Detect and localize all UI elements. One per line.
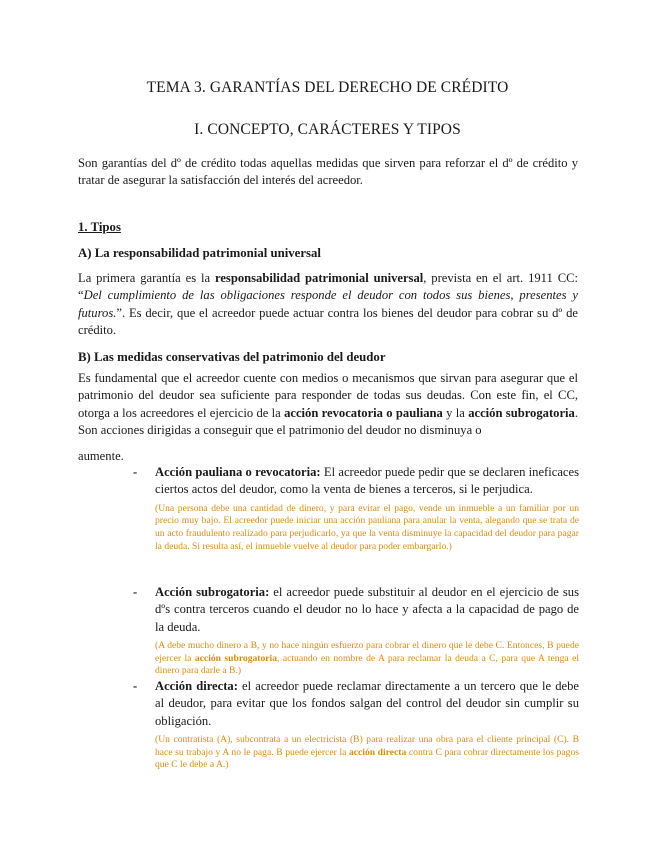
item-description: el acreedor puede reclamar directamente a un tercero que le debe al deudor, para evitar que los fondos salgan del control del deudor sin cumplir su obligación. (155, 679, 580, 728)
item-description: el acreedor puede substituir al deudor en el ejercicio de sus dºs contra terceros cuando el deudor no lo hace y afecta a la capacidad de pago de la deuda. (155, 585, 579, 634)
list-item (133, 678, 579, 772)
dash-bullet: - (133, 679, 138, 693)
paragraph-text: Es fundamental que el acreedor cuente con medios o mecanismos que sirvan para asegurar que el patrimonio del deudor sea suficiente para responder de todas sus deudas. Con este fin, el CC, otorga a los acreedores el ejercicio de la (78, 371, 578, 420)
example-note (155, 734, 579, 772)
paragraph-text: , prevista en el art. 1911 CC: “ (78, 271, 578, 303)
subsection-a-paragraph (78, 270, 578, 340)
item-text (155, 464, 579, 499)
bold-term: acción subrogatoria (468, 405, 575, 420)
example-note: (Una persona debe una cantidad de dinero, y para evitar el pago, vende un inmueble a un familiar por un precio muy bajo. El acreedor puede iniciar una acción pauliana para anular la venta, alegando que se trata de un acto fraudulento realizado para perjudicarlo, ya que la venta disminuye la capacidad del deudor para pagar la deuda. Si resulta así, el inmueble vuelve al deudor para poder embargarlo.) (155, 502, 579, 552)
example-note (155, 640, 579, 678)
paragraph-text: . Son acciones dirigidas a conseguir que el patrimonio del deudor no disminuya o (78, 405, 578, 438)
list-item (133, 584, 579, 678)
subsection-heading-a: A) La responsabilidad patrimonial universal (78, 246, 321, 260)
item-text (155, 678, 579, 730)
section-title: I. CONCEPTO, CARÁCTERES Y TIPOS (194, 121, 461, 138)
paragraph-text: aumente. (78, 448, 124, 463)
subsection-b-paragraph (78, 370, 578, 465)
bold-term: acción revocatoria o pauliana (284, 405, 443, 420)
paragraph-text: La primera garantía es la (78, 271, 215, 285)
dash-bullet: - (133, 465, 138, 479)
item-label: Acción directa: (155, 679, 238, 693)
paragraph-text: ”. Es decir, que el acreedor puede actuar contra los bienes del deudor para cobrar su dº de crédito. (78, 305, 578, 338)
note-bold-term: acción subrogatoria (194, 652, 278, 664)
note-bold-term: acción directa (348, 746, 407, 758)
page-title: TEMA 3. GARANTÍAS DEL DERECHO DE CRÉDITO (146, 79, 509, 96)
intro-paragraph: Son garantías del dº de crédito todas aquellas medidas que sirven para reforzar el dº de crédito y tratar de asegurar la satisfacción del interés del acreedor. (78, 156, 578, 188)
list-item (133, 464, 579, 553)
item-text (155, 584, 579, 636)
item-label: Acción pauliana o revocatoria: (155, 465, 321, 479)
dash-bullet: - (133, 585, 138, 599)
paragraph-text: y la (442, 405, 469, 420)
item-label: Acción subrogatoria: (155, 585, 270, 599)
note-text: , actuando en nombre de A para reclamar la deuda a C, para que A tenga el dinero para darle a B.) (155, 652, 580, 677)
item-description: El acreedor puede pedir que se declaren ineficaces ciertos actos del deudor, como la venta de bienes a terceros, si le perjudica. (155, 465, 579, 497)
bold-term: responsabilidad patrimonial universal (214, 271, 424, 285)
subsection-heading-b: B) Las medidas conservativas del patrimonio del deudor (78, 350, 386, 364)
legal-quote: Del cumplimiento de las obligaciones responde el deudor con todos sus bienes, presentes y futuros. (78, 288, 578, 320)
note-text: (Un contratista (A), subcontrata a un electricista (B) para realizar una obra para el cliente principal (C). B hace su trabajo y A no le paga. B puede ejercer la (155, 734, 579, 758)
section-heading-tipos: 1. Tipos (78, 220, 121, 234)
note-text: contra C para cobrar directamente los pagos que C le debe a A.) (155, 746, 579, 771)
note-text: (A debe mucho dinero a B, y no hace ningún esfuerzo para cobrar el dinero que le debe C. Entonces, B puede ejercer la (155, 640, 579, 664)
